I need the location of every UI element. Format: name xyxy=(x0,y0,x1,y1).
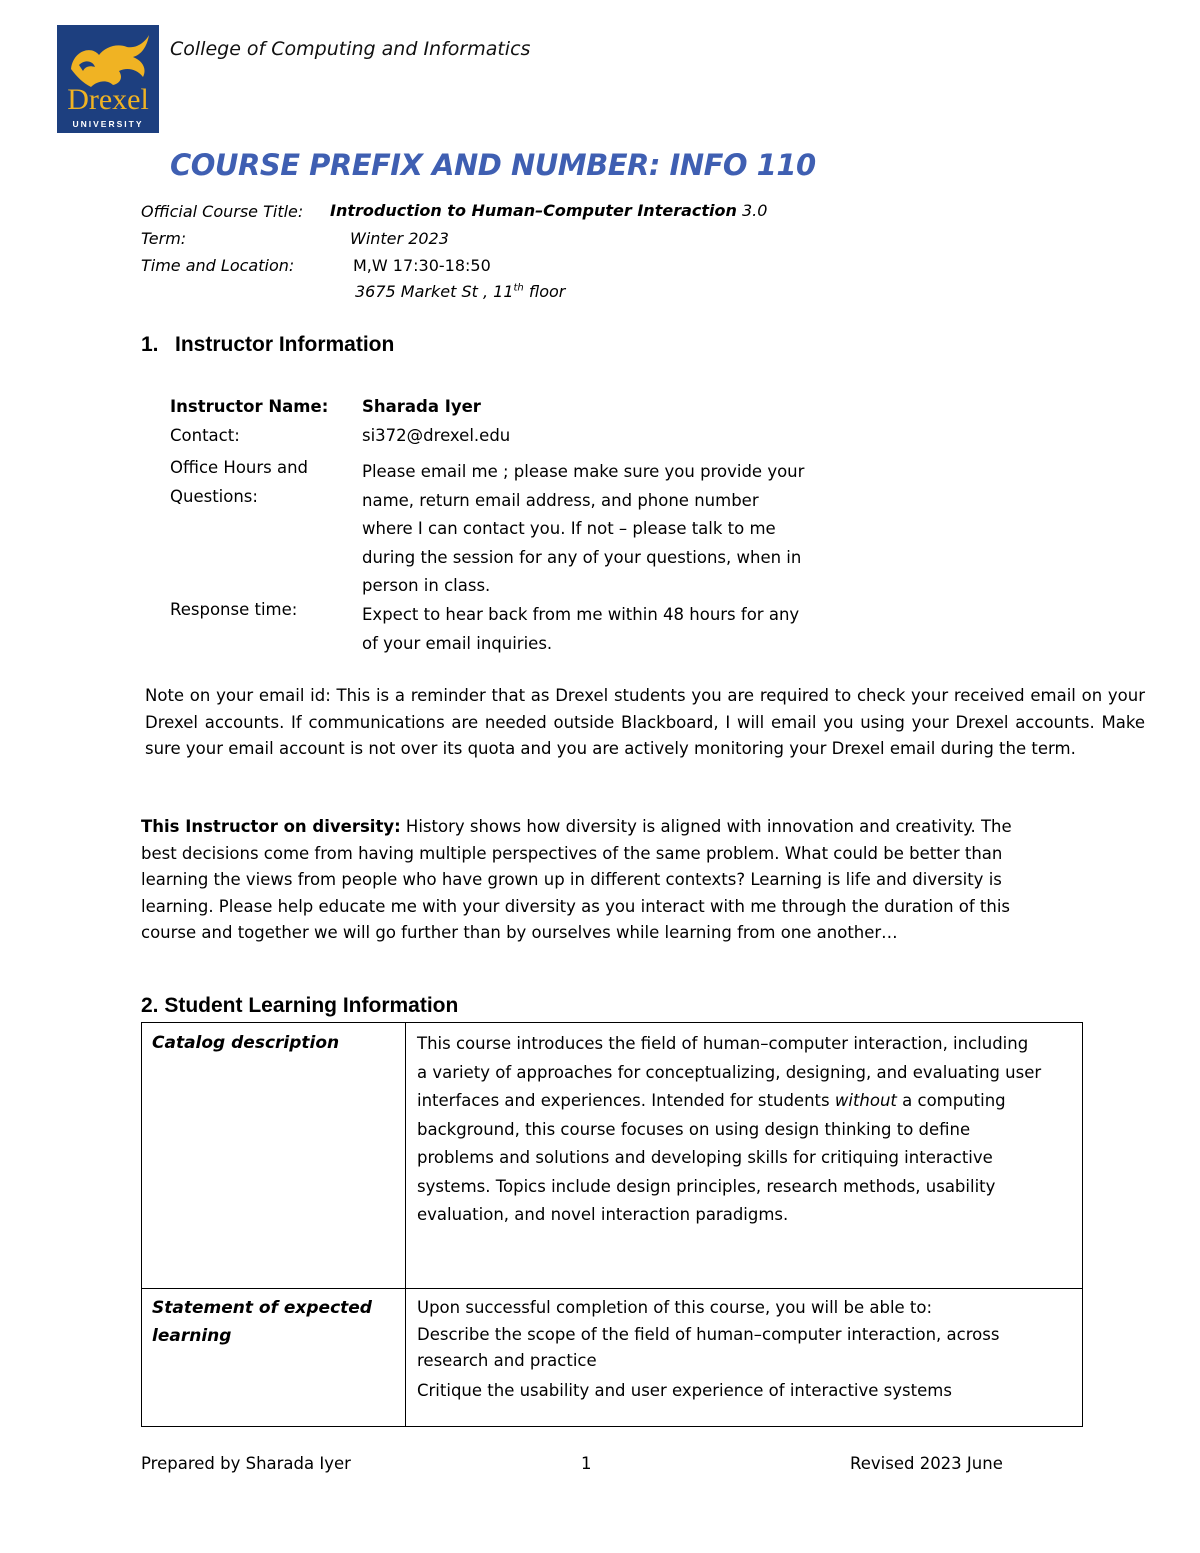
section-2-heading: 2. Student Learning Information xyxy=(141,994,459,1017)
office-hours-text xyxy=(362,458,804,601)
time-value: M,W 17:30-18:50 xyxy=(353,256,491,275)
term-label: Term: xyxy=(141,229,187,248)
text-line: Expect to hear back from me within 48 hours for any xyxy=(362,605,800,624)
dragon-icon xyxy=(57,25,159,133)
expected-learning-label: Statement of expected learning xyxy=(152,1298,372,1346)
term-value: Winter 2023 xyxy=(350,229,449,248)
text-line: best decisions come from having multiple perspectives of the same problem. What could be better than xyxy=(141,843,1003,863)
emphasis-text: without xyxy=(834,1091,897,1110)
text-line: research and practice xyxy=(417,1351,597,1370)
text-line: background, this course focuses on using design thinking to define xyxy=(417,1119,971,1139)
text-line: systems. Topics include design principles, research methods, usability xyxy=(417,1176,996,1196)
expected-learning-text xyxy=(417,1295,999,1404)
text-line: learning. Please help educate me with your diversity as you interact with me through the duration of this xyxy=(141,896,1011,916)
catalog-description-text xyxy=(417,1030,1041,1230)
text-line: where I can contact you. If not – please talk to me xyxy=(362,519,776,538)
text-line: Upon successful completion of this course, you will be able to: xyxy=(417,1298,933,1317)
text-line: evaluation, and novel interaction paradigms. xyxy=(417,1205,789,1224)
location-value xyxy=(355,282,565,301)
text-line: during the session for any of your questions, when in xyxy=(362,547,802,567)
email-note: Note on your email id: This is a reminder that as Drexel students you are required to check your received email on your Drexel accounts. If communications are needed outside Blackboard, I will email you using your Drexel accounts. Make sure your email account is not over its quota and you are actively monitoring your Drexel email during the term. xyxy=(145,686,1145,758)
contact-email-link[interactable]: si372@drexel.edu xyxy=(362,426,511,445)
drexel-logo xyxy=(57,25,159,133)
text-line: Please email me ; please make sure you provide your xyxy=(362,462,805,481)
college-name: College of Computing and Informatics xyxy=(170,38,531,60)
text-line: of your email inquiries. xyxy=(362,634,553,653)
logo-subtext: UNIVERSITY xyxy=(72,119,144,129)
section-1-number: 1. xyxy=(141,333,159,356)
footer-revised: Revised 2023 June xyxy=(850,1454,1003,1473)
catalog-description-label: Catalog description xyxy=(152,1033,340,1053)
location-address: 3675 Market St , 11 xyxy=(355,282,514,301)
response-time-label: Response time: xyxy=(170,600,298,619)
official-title-label: Official Course Title: xyxy=(141,202,304,221)
text-line: name, return email address, and phone number xyxy=(362,490,759,510)
text-line: learning the views from people who have grown up in different contexts? Learning is life and diversity is xyxy=(141,870,1002,889)
section-1-heading: Instructor Information xyxy=(175,333,395,356)
text-line: course and together we will go further than by ourselves while learning from one another… xyxy=(141,923,898,942)
credits-value: 3.0 xyxy=(741,201,768,220)
contact-label: Contact: xyxy=(170,426,240,445)
logo-wordmark: Drexel xyxy=(67,83,149,116)
location-floor-suffix: th xyxy=(513,282,524,294)
office-hours-label: Office Hours and xyxy=(170,458,309,477)
instructor-name-label: Instructor Name: xyxy=(170,397,329,416)
text-line: Describe the scope of the field of human–computer interaction, across xyxy=(417,1324,1000,1344)
text-line: person in class. xyxy=(362,576,491,595)
official-title-value: Introduction to Human–Computer Interaction xyxy=(330,201,737,220)
response-time-text xyxy=(362,600,799,658)
footer-page-number: 1 xyxy=(581,1454,592,1473)
diversity-label: This Instructor on diversity: xyxy=(141,817,401,836)
text-line: interfaces and experiences. Intended for students without a computing xyxy=(417,1091,1006,1110)
location-floor-word: floor xyxy=(523,282,566,301)
text-line: Critique the usability and user experience of interactive systems xyxy=(417,1380,952,1400)
course-heading: COURSE PREFIX AND NUMBER: INFO 110 xyxy=(170,148,816,182)
text-line: problems and solutions and developing skills for critiquing interactive xyxy=(417,1148,993,1167)
text-line: This course introduces the field of human–computer interaction, including xyxy=(417,1034,1029,1053)
instructor-name-value: Sharada Iyer xyxy=(362,397,481,416)
diversity-statement xyxy=(141,814,1141,947)
footer-prepared-by: Prepared by Sharada Iyer xyxy=(141,1454,351,1473)
time-location-label: Time and Location: xyxy=(141,256,295,275)
text-line: History shows how diversity is aligned with innovation and creativity. The xyxy=(400,817,1012,836)
student-learning-table xyxy=(141,1022,1083,1427)
office-hours-label-2: Questions: xyxy=(170,487,258,506)
text-line: a variety of approaches for conceptualizing, designing, and evaluating user xyxy=(417,1062,1042,1082)
table-row-divider xyxy=(142,1288,1082,1289)
table-column-divider xyxy=(405,1023,406,1426)
official-title-row xyxy=(330,201,767,220)
